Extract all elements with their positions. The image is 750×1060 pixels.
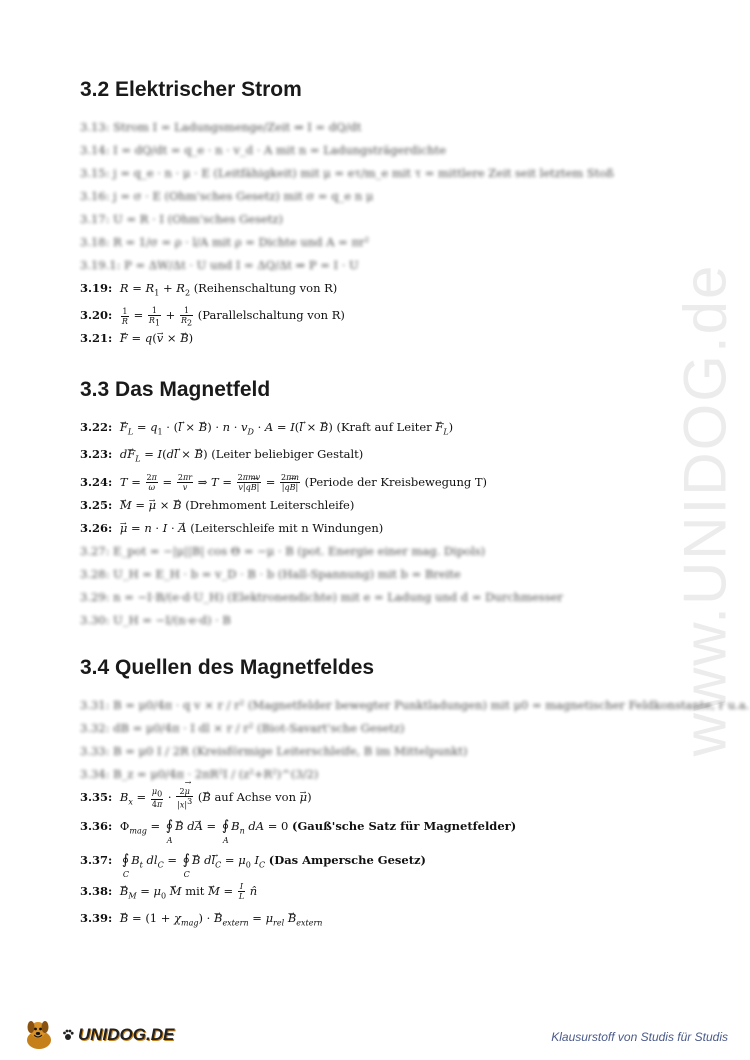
blurred-equations [80,116,690,277]
equation-3-21: 3.21: → F = q(→ v × → B) [80,327,690,350]
dog-icon [22,1018,58,1052]
blurred-line: 3.15: j = q_e · n · μ · E (Leitfähigkeit) mit μ = eτ/m_e mit τ = mittlere Zeit seit letztem Stoß [80,166,614,180]
section-title: 3.4 Quellen des Magnetfeldes [80,656,375,679]
blurred-line: 3.27: E_pot = −|μ||B| cos Θ = −μ · B (pot. Energie einer mag. Dipols) [80,543,486,558]
equation-3-39: 3.39: → $B = (1 + \chi_{mag})$ · → $B_{extern} = \mu_{rel} \to B_{extern}$ [80,907,690,934]
blurred-line: 3.34: B_z = μ0/4π · 2πR²I / (z²+R²)^(3/2) [80,767,319,781]
blurred-equations [80,694,750,786]
section-3-4 [80,656,750,934]
paw-icon [62,1029,74,1041]
blurred-line: 3.28: U_H = E_H · b = v_D · B · b (Hall-Spannung) mit b = Breite [80,566,461,581]
section-title: 3.3 Das Magnetfeld [80,378,271,401]
equation-3-26: 3.26: → μ = n · I · → A (Leiterschleife mit n Windungen) [80,517,690,540]
equation-3-38: 3.38: → $B_M = \mu_0 \to M$ mit → M = $\frac{I}{L}$ n̂ [80,880,690,907]
section-title: 3.2 Elektrischer Strom [80,78,302,101]
equation-3-20: 3.20: $\frac{1}{R}$ = $\frac{1}{R_1}$ + $\frac{1}{R_2}$ (Parallelschaltung von R) [80,305,345,328]
equation-3-35: 3.35: $B_x$ = $\frac{\mu_0}{4\pi}$ · $\frac{2\to \mu}{|x|^3}$ (→ B auf Achse von → μ) [80,786,690,813]
brand-name: UNIDOG.DE [78,1025,175,1044]
equation-3-37: 3.37: ∮ C $B_t$ $dl_C$ = ∮ C → B $d\to l_C = \mu_0$ $I_C$ (Das Ampersche Gesetz) [80,849,690,876]
section-3-3 [80,378,690,632]
blurred-line: 3.18: R = 1/σ = ρ · l/A mit ρ = Dichte und A = πr² [80,235,370,249]
blurred-line: 3.33: B = μ0 I / 2R (Kreisförmige Leiterschleife, B im Mittelpunkt) [80,744,468,758]
blurred-line: 3.16: j = σ · E (Ohm'sches Gesetz) mit σ = q_e n μ [80,189,374,203]
blurred-line: 3.14: I = dQ/dt = q_e · n · v_d · A mit n = Ladungsträgerdichte [80,143,447,157]
blurred-line: 3.32: dB = μ0/4π · I dl × r / r² (Biot-Savart'sche Gesetz) [80,721,405,735]
equation-3-22: 3.22: → $F_L = q_1$ · (→ l × → $B) \cdot n \cdot v_D \cdot A = I(\to l$ × → B) (Kraft auf Leiter → $F_L$) [80,416,690,443]
equation-3-25: 3.25: → M = → μ × → B (Drehmoment Leiterschleife) [80,494,690,517]
equation-3-19: 3.19: $R = R_1 + R_2$ (Reihenschaltung von R) [80,281,338,298]
section-3-2 [80,78,690,350]
blurred-line: 3.29: n = −I·B/(e·d·U_H) (Elektronendichte) mit e = Ladung und d = Durchmesser [80,589,563,604]
blurred-line: 3.13: Strom I = Ladungsmenge/Zeit ⇒ I = dQ/dt [80,120,362,134]
blurred-equations [80,540,690,632]
equation-3-24: 3.24: T = $\frac{2\pi}{\omega}$ = $\frac{2\pi r}{v}$ ⇒ T = $\frac{\text{2πmv}}{v|q\to B|}$ = $\frac{2\pi m}{|q\to B|}$ (Periode der Kreisbewegung T) [80,471,690,494]
equation-3-23: 3.23: $d\to F_L = I(d\to l$ × → B) (Leiter beliebiger Gestalt) [80,443,690,470]
blurred-line: 3.31: B = μ0/4π · q v × r / r² (Magnetfelder bewegter Punktladungen) mit μ0 = magnetischer Feldkonstante, r u.a. [80,698,750,712]
footer-tagline: Klausurstoff von Studis für Studis [551,1030,728,1044]
watermark: www.UNIDOG.de [671,263,739,757]
unidog-logo[interactable] [22,1018,174,1052]
blurred-line: 3.30: U_H = −I/(n·e·d) · B [80,612,231,627]
equation-3-36: 3.36: $\Phi_{mag}$ = ∮ A → B d→ A = ∮ A $B_n$ dA = 0 (Gauß'sche Satz für Magnetfelder) [80,815,690,842]
blurred-line: 3.19.1: P = ΔW/Δt · U und I = ΔQ/Δt ⇒ P = I · U [80,258,359,272]
blurred-line: 3.17: U = R · I (Ohm'sches Gesetz) [80,212,283,226]
